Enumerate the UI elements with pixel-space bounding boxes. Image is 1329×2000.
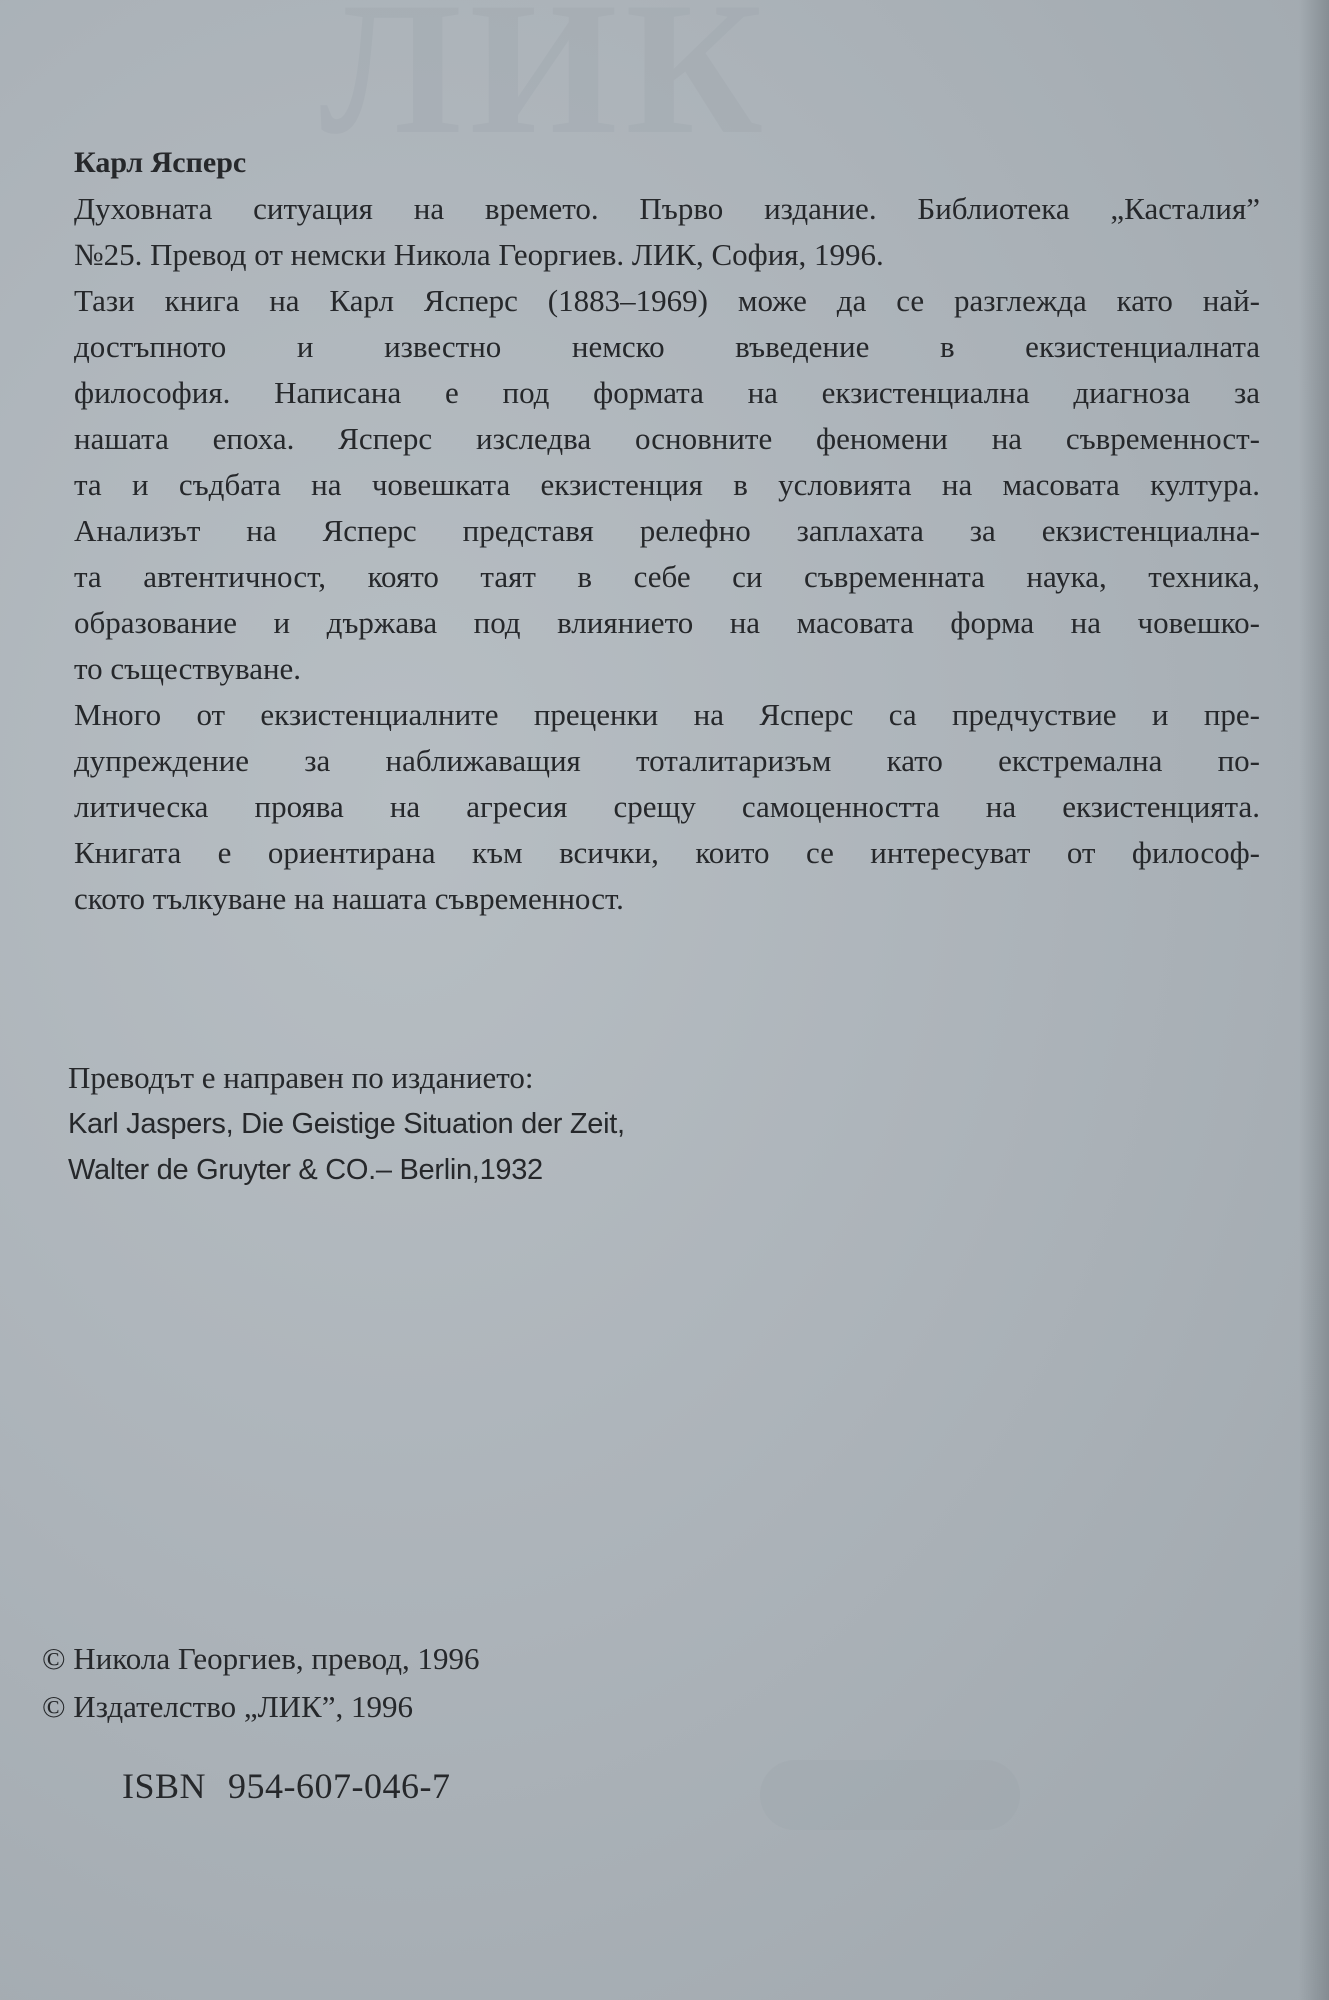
isbn bbox=[122, 1765, 451, 1807]
audience-paragraph bbox=[74, 830, 1260, 922]
original-title-line: Karl Jaspers, Die Geistige Situation der Zeit, bbox=[68, 1108, 625, 1140]
description-line: достъпното и известно немско въведение в екзистенциалната bbox=[74, 329, 1260, 364]
translation-source bbox=[68, 1055, 625, 1193]
isbn-label: ISBN bbox=[122, 1766, 207, 1806]
copyright-translation: © Никола Георгиев, превод, 1996 bbox=[42, 1641, 480, 1676]
description-line: Тази книга на Карл Ясперс (1883–1969) може да се разглежда като най- bbox=[74, 283, 1260, 318]
original-publisher-line: Walter de Gruyter & CO.– Berlin,1932 bbox=[68, 1154, 543, 1186]
warning-paragraph bbox=[74, 692, 1260, 830]
analysis-line: образование и държава под влиянието на масовата форма на човешко- bbox=[74, 605, 1260, 640]
analysis-line: то съществуване. bbox=[74, 651, 302, 686]
copyright-publisher: © Издателство „ЛИК”, 1996 bbox=[42, 1689, 413, 1724]
translation-heading: Преводът е направен по изданието: bbox=[68, 1060, 534, 1095]
description-line: та и съдбата на човешката екзистенция в условията на масовата култура. bbox=[74, 467, 1260, 502]
copyright-notice bbox=[42, 1635, 480, 1731]
annotation-block bbox=[74, 140, 1260, 922]
show-through-print: ЛИК bbox=[320, 0, 772, 174]
description-paragraph bbox=[74, 278, 1260, 508]
analysis-line: Анализът на Ясперс представя релефно заплахата за екзистенциална- bbox=[74, 513, 1260, 548]
audience-line: Книгата е ориентирана към всички, които се интересуват от философ- bbox=[74, 835, 1260, 870]
author-name: Карл Ясперс bbox=[74, 146, 247, 179]
analysis-paragraph bbox=[74, 508, 1260, 692]
isbn-number: 954-607-046-7 bbox=[228, 1766, 451, 1806]
description-line: нашата епоха. Ясперс изследва основните феномени на съвременност- bbox=[74, 421, 1260, 456]
warning-line: дупреждение за наближаващия тоталитаризъм като екстремална по- bbox=[74, 743, 1260, 778]
warning-line: литическа проява на агресия срещу самоценността на екзистенцията. bbox=[74, 789, 1260, 824]
imprint-line: Духовната ситуация на времето. Първо издание. Библиотека „Касталия” bbox=[74, 191, 1260, 226]
imprint-line: №25. Превод от немски Никола Георгиев. ЛИК, София, 1996. bbox=[74, 237, 884, 272]
analysis-line: та автентичност, която таят в себе си съвременната наука, техника, bbox=[74, 559, 1260, 594]
description-line: философия. Написана е под формата на екзистенциална диагноза за bbox=[74, 375, 1260, 410]
imprint-paragraph bbox=[74, 186, 1260, 278]
show-through-mark bbox=[760, 1760, 1020, 1830]
page-edge-shadow bbox=[1299, 0, 1329, 2000]
warning-line: Много от екзистенциалните преценки на Ясперс са предчуствие и пре- bbox=[74, 697, 1260, 732]
audience-line: ското тълкуване на нашата съвременност. bbox=[74, 881, 624, 916]
